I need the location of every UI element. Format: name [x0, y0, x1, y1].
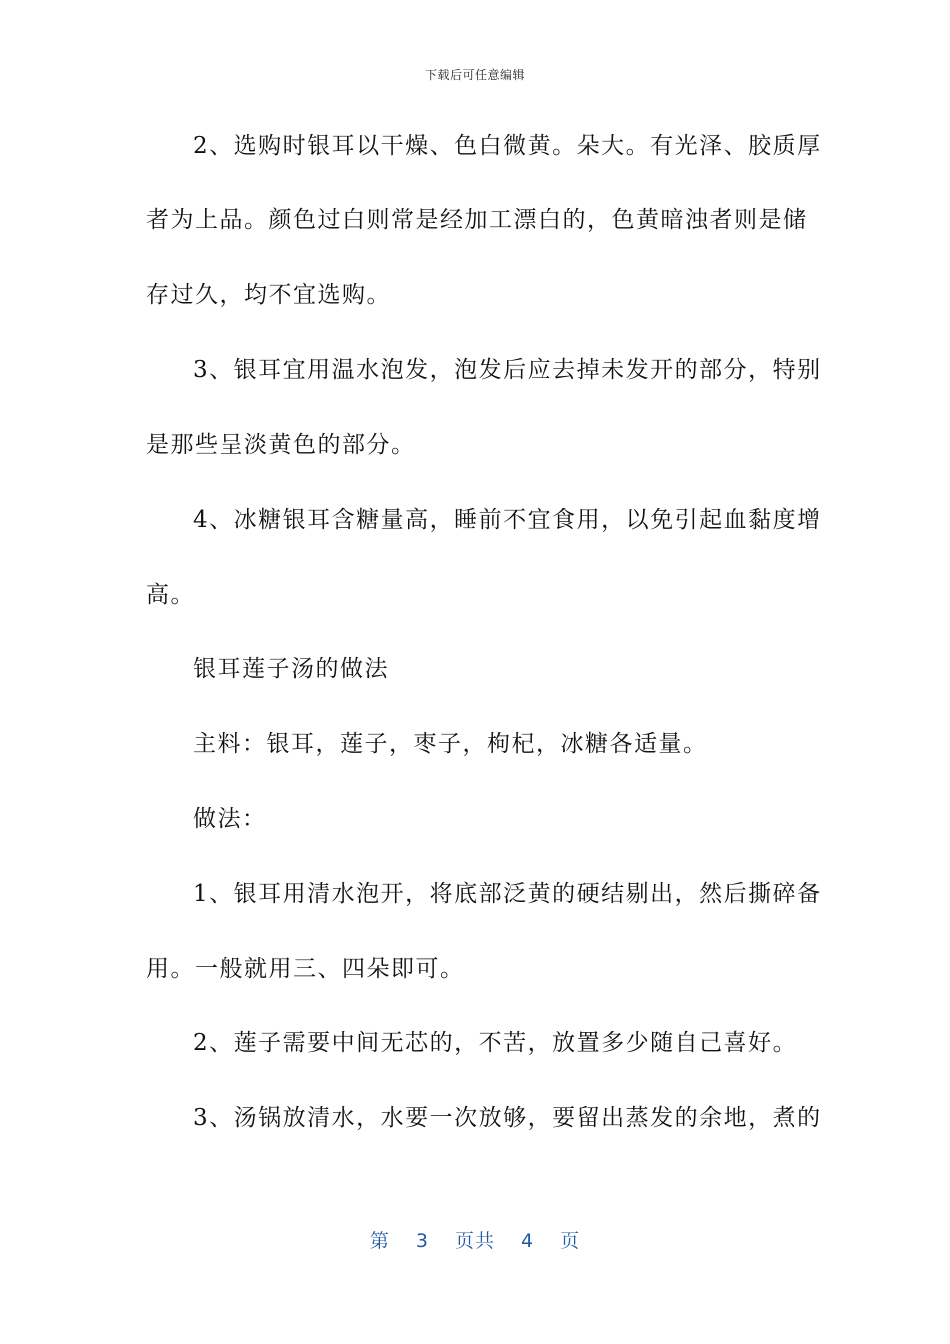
footer-prefix: 第 — [369, 1230, 390, 1252]
paragraph-line: 是那些呈淡黄色的部分。 — [146, 432, 416, 458]
download-note: 下载后可任意编辑 — [424, 68, 525, 82]
paragraph-line: 4、冰糖银耳含糖量高，睡前不宜食用，以免引起血黏度增 — [193, 507, 822, 533]
paragraph-line: 存过久，均不宜选购。 — [146, 282, 391, 308]
current-page-number: 3 — [415, 1230, 429, 1252]
section-heading: 银耳莲子汤的做法 — [193, 656, 389, 682]
paragraph-line: 用。一般就用三、四朵即可。 — [146, 956, 465, 982]
footer-suffix: 页 — [560, 1230, 581, 1252]
page-footer — [0, 1226, 950, 1253]
ingredients-line: 主料：银耳，莲子，枣子，枸杞，冰糖各适量。 — [193, 731, 708, 757]
total-pages-number: 4 — [521, 1230, 535, 1252]
paragraph-line: 者为上品。颜色过白则常是经加工漂白的，色黄暗浊者则是储 — [146, 207, 808, 233]
footer-middle: 页共 — [454, 1230, 495, 1252]
paragraph-line: 2、莲子需要中间无芯的，不苦，放置多少随自己喜好。 — [193, 1030, 798, 1056]
method-label: 做法： — [193, 806, 267, 832]
paragraph-line: 2、选购时银耳以干燥、色白微黄。朵大。有光泽、胶质厚 — [193, 133, 822, 159]
paragraph-line: 3、汤锅放清水，水要一次放够，要留出蒸发的余地，煮的 — [193, 1105, 822, 1131]
paragraph-line: 高。 — [146, 582, 195, 608]
paragraph-line: 3、银耳宜用温水泡发，泡发后应去掉未发开的部分，特别 — [193, 357, 822, 383]
paragraph-line: 1、银耳用清水泡开，将底部泛黄的硬结剔出，然后撕碎备 — [193, 881, 822, 907]
